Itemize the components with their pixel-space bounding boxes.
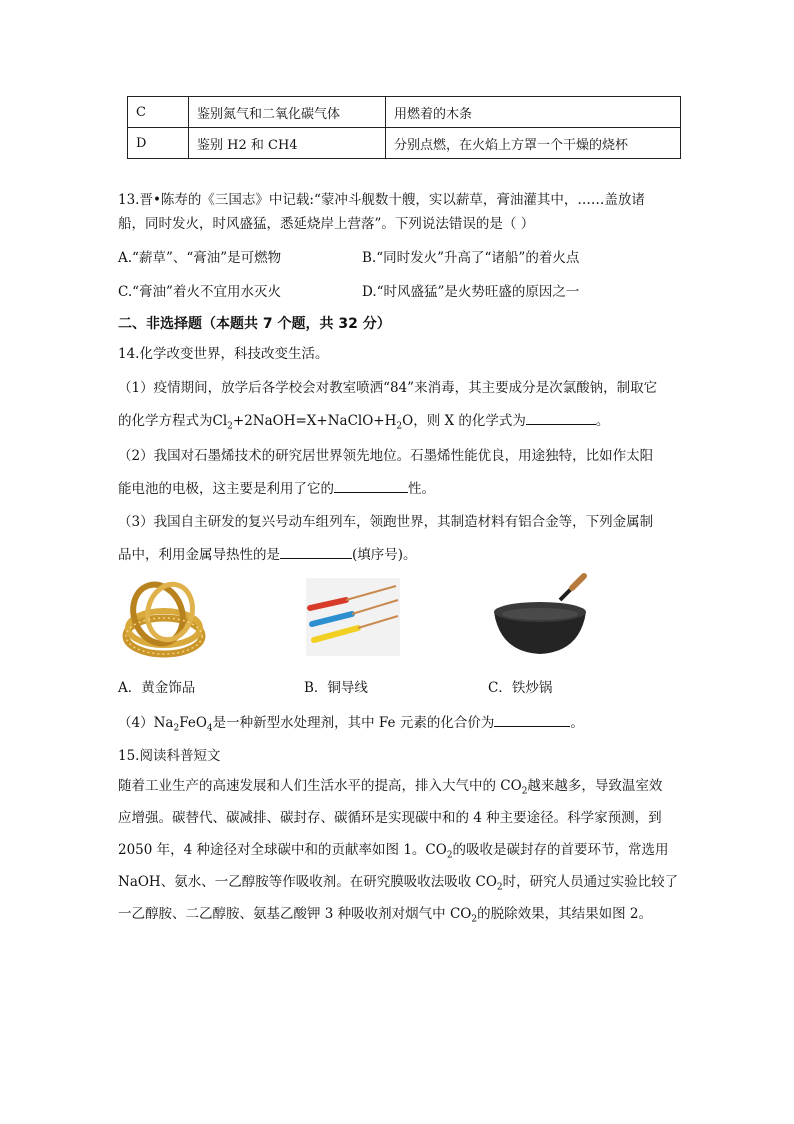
text: 时，研究人员通过实验比较了 [502,874,679,890]
q14-part1-post: ，则 X 的化学式为 [413,413,526,429]
q14-part2-end: 性。 [408,481,435,497]
subscript: 2 [446,850,453,861]
q15-para-line2: 应增强。碳替代、碳减排、碳封存、碳循环是实现碳中和的 4 种主要途径。科学家预测，到 [118,810,662,826]
q14-part3-line1: （3）我国自主研发的复兴号动车组列车，领跑世界，其制造材料有铝合金等，下列金属制 [118,514,654,530]
answer-blank[interactable] [494,712,570,727]
q14-part1-text: 的化学方程式为 [118,413,213,429]
q14-intro: 14.化学改变世界，科技改变生活。 [118,346,329,362]
table-row [128,128,681,159]
table-cell-option: D [128,128,189,159]
answer-blank[interactable] [334,478,408,493]
q14-part2-text: 能电池的电极，这主要是利用了它的 [118,481,334,497]
formula-mid: +2NaOH=X+NaClO+H [232,413,397,429]
formula-feo: FeO [179,715,207,731]
q14-part4-text: 是一种新型水处理剂，其中 Fe 元素的化合价为 [212,715,495,731]
q14-part4-end: 。 [570,715,584,731]
answer-blank[interactable] [526,410,596,425]
q14-part3-line2 [118,544,417,565]
subscript: 2 [396,421,403,432]
text: 的脱除效果，其结果如图 2。 [477,906,652,922]
text: 随着工业生产的高速发展和人们生活水平的提高，排入大气中的 CO [118,778,522,794]
q15-para-line5 [118,904,652,930]
formula-o: O [402,413,414,429]
q13-option-a: A.“薪草”、“膏油”是可燃物 [118,250,282,266]
text: 越来越多，导致温室效 [527,778,663,794]
q14-part1-line2 [118,410,609,437]
table-cell-method: 分别点燃，在火焰上方罩一个干燥的烧杯 [386,128,681,159]
formula-cl: Cl [212,413,228,429]
table-cell-option: C [128,97,189,128]
caption-a: A．黄金饰品 [118,680,196,696]
q15-title: 15.阅读科普短文 [118,748,221,764]
table-cell-purpose: 鉴别 H2 和 CH4 [189,128,386,159]
q14-part1-end: 。 [595,413,610,429]
subscript: 2 [173,723,180,734]
q15-para-line3 [118,840,669,866]
subscript: 2 [471,914,478,925]
q14-part1-line1: （1）疫情期间，放学后各学校会对教室喷洒“84”来消毒，其主要成分是次氯酸钠，制取它 [118,380,658,396]
formula-na: Na [153,715,174,731]
copper-wire-image [306,578,400,656]
answer-blank[interactable] [280,544,352,559]
q13-stem-line2: 船，同时发火，时风盛猛，悉延烧岸上营落”。下列说法错误的是（ ） [118,216,535,232]
text: 的吸收是碳封存的首要环节，常选用 [452,842,669,858]
text: 2050 年，4 种途径对全球碳中和的贡献率如图 1。CO [118,842,447,858]
subscript: 2 [521,786,528,797]
q14-part2-line1: （2）我国对石墨烯技术的研究居世界领先地位。石墨烯性能优良，用途独特，比如作太阳 [118,448,654,464]
q13-stem-line1: 13.晋•陈寿的《三国志》中记载:“蒙冲斗舰数十艘，实以薪草，膏油灌其中，……盖放诸 [118,192,645,208]
table-row [128,97,681,128]
caption-b: B．铜导线 [304,680,368,696]
options-table [127,96,681,159]
section-heading: 二、非选择题（本题共 7 个题，共 32 分） [118,316,391,332]
q15-para-line4 [118,872,678,898]
table-cell-purpose: 鉴别氮气和二氧化碳气体 [189,97,386,128]
table-cell-method: 用燃着的木条 [386,97,681,128]
text: 一乙醇胺、二乙醇胺、氨基乙酸钾 3 种吸收剂对烟气中 CO [118,906,472,922]
text: NaOH、氨水、一乙醇胺等作吸收剂。在研究膜吸收法吸收 CO [118,874,497,890]
q14-part2-line2 [118,478,435,499]
q13-option-c: C.“膏油”着火不宜用水灭火 [118,284,281,300]
q14-part3-end: (填序号)。 [352,547,417,563]
q13-option-b: B.“同时发火”升高了“诸船”的着火点 [362,250,580,266]
iron-wok-image [490,572,590,658]
subscript: 4 [206,723,213,734]
subscript: 2 [227,421,233,432]
gold-jewelry-image [118,574,210,666]
subscript: 2 [496,882,503,893]
q13-option-d: D.“时风盛猛”是火势旺盛的原因之一 [362,284,580,300]
q14-part4-pre: （4） [118,715,154,731]
q14-part3-text: 品中，利用金属导热性的是 [118,547,280,563]
q15-para-line1 [118,776,662,802]
caption-c: C．铁炒锅 [488,680,553,696]
q14-part4 [118,712,584,739]
